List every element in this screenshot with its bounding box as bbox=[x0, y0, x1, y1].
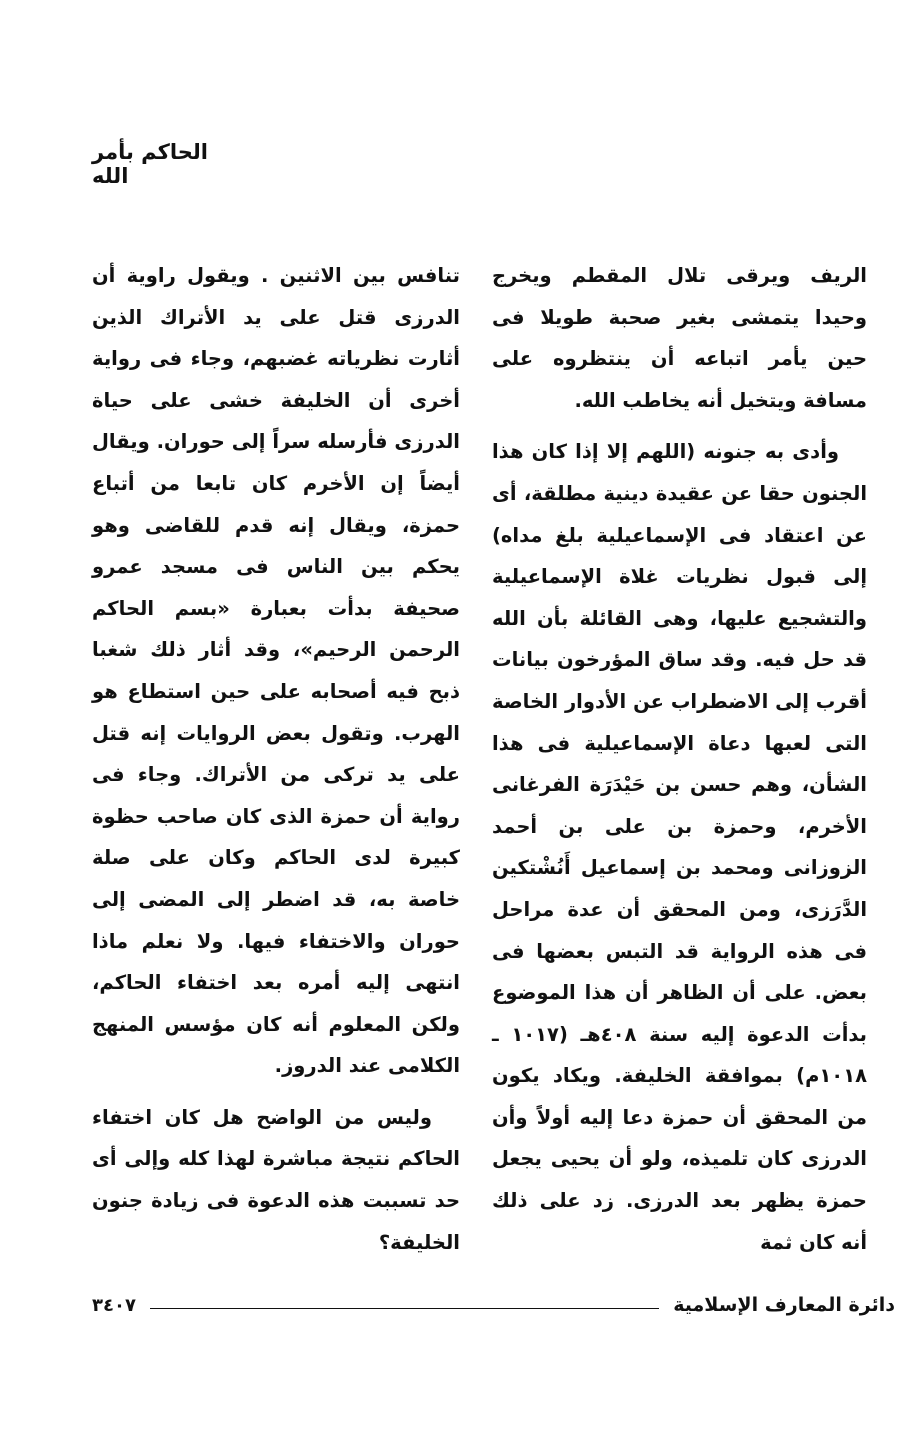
running-header: الحاكم بأمر الله bbox=[92, 140, 208, 188]
page-number: ٣٤٠٧ bbox=[92, 1294, 136, 1316]
journal-title: دائرة المعارف الإسلامية bbox=[673, 1294, 895, 1316]
text-column-right bbox=[492, 255, 867, 1263]
footer-rule bbox=[150, 1308, 659, 1309]
paragraph: وليس من الواضح هل كان اختفاء الحاكم نتيجة مباشرة لهذا كله وإلى أى حد تسببت هذه الدعوة فى زيادة جنون الخليفة؟ bbox=[92, 1105, 460, 1254]
page-footer bbox=[92, 1290, 895, 1320]
text-column-left bbox=[92, 255, 460, 1263]
paragraph: وأدى به جنونه (اللهم إلا إذا كان هذا الجنون حقا عن عقيدة دينية مطلقة، أى عن اعتقاد فى الإسماعيلية بلغ مداه) إلى قبول نظريات غلاة الإسماعيلية والتشجيع عليها، وهى القائلة بأن الله قد حل فيه. وقد ساق المؤرخون بيانات أقرب إلى الاضطراب عن الأدوار الخاصة التى لعبها دعاة الإسماعيلية فى هذا الشأن، وهم حسن بن حَيْدَرَة الفرغانى الأخرم، وحمزة بن على بن أحمد الزوزانى ومحمد بن إسماعيل أَنُشْتكين الدَّرَزى، ومن المحقق أن عدة مراحل فى هذه الرواية قد التبس بعضها فى بعض. على أن الظاهر أن هذا الموضوع بدأت الدعوة إليه سنة ٤٠٨هـ (١٠١٧ ـ ١٠١٨م) بموافقة الخليفة. ويكاد يكون من المحقق أن حمزة دعا إليه أولاً وأن الدرزى كان تلميذه، ولو أن يحيى يجعل حمزة يظهر بعد الدرزى. زد على ذلك أنه كان ثمة bbox=[492, 440, 867, 1254]
paragraph: تنافس بين الاثنين . ويقول راوية أن الدرزى قتل على يد الأتراك الذين أثارت نظرياته غضبهم، وجاء فى رواية أخرى أن الخليفة خشى على حياة الدرزى فأرسله سراً إلى حوران. ويقال أيضاً إن الأخرم كان تابعا من أتباع حمزة، ويقال إنه قدم للقاضى وهو يحكم بين الناس فى مسجد عمرو صحيفة بدأت بعبارة «بسم الحاكم الرحمن الرحيم»، وقد أثار ذلك شغبا ذبح فيه أصحابه على حين استطاع هو الهرب. وتقول بعض الروايات إنه قتل على يد تركى من الأتراك. وجاء فى رواية أن حمزة الذى كان صاحب حظوة كبيرة لدى الحاكم وكان على صلة خاصة به، قد اضطر إلى المضى إلى حوران والاختفاء فيها. ولا نعلم ماذا انتهى إليه أمره بعد اختفاء الحاكم، ولكن المعلوم أنه كان مؤسس المنهج الكلامى عند الدروز. bbox=[92, 264, 460, 1078]
paragraph: الريف ويرقى تلال المقطم ويخرج وحيدا يتمشى بغير صحبة طويلا فى حين يأمر اتباعه أن ينتظروه على مسافة ويتخيل أنه يخاطب الله. bbox=[492, 264, 867, 412]
